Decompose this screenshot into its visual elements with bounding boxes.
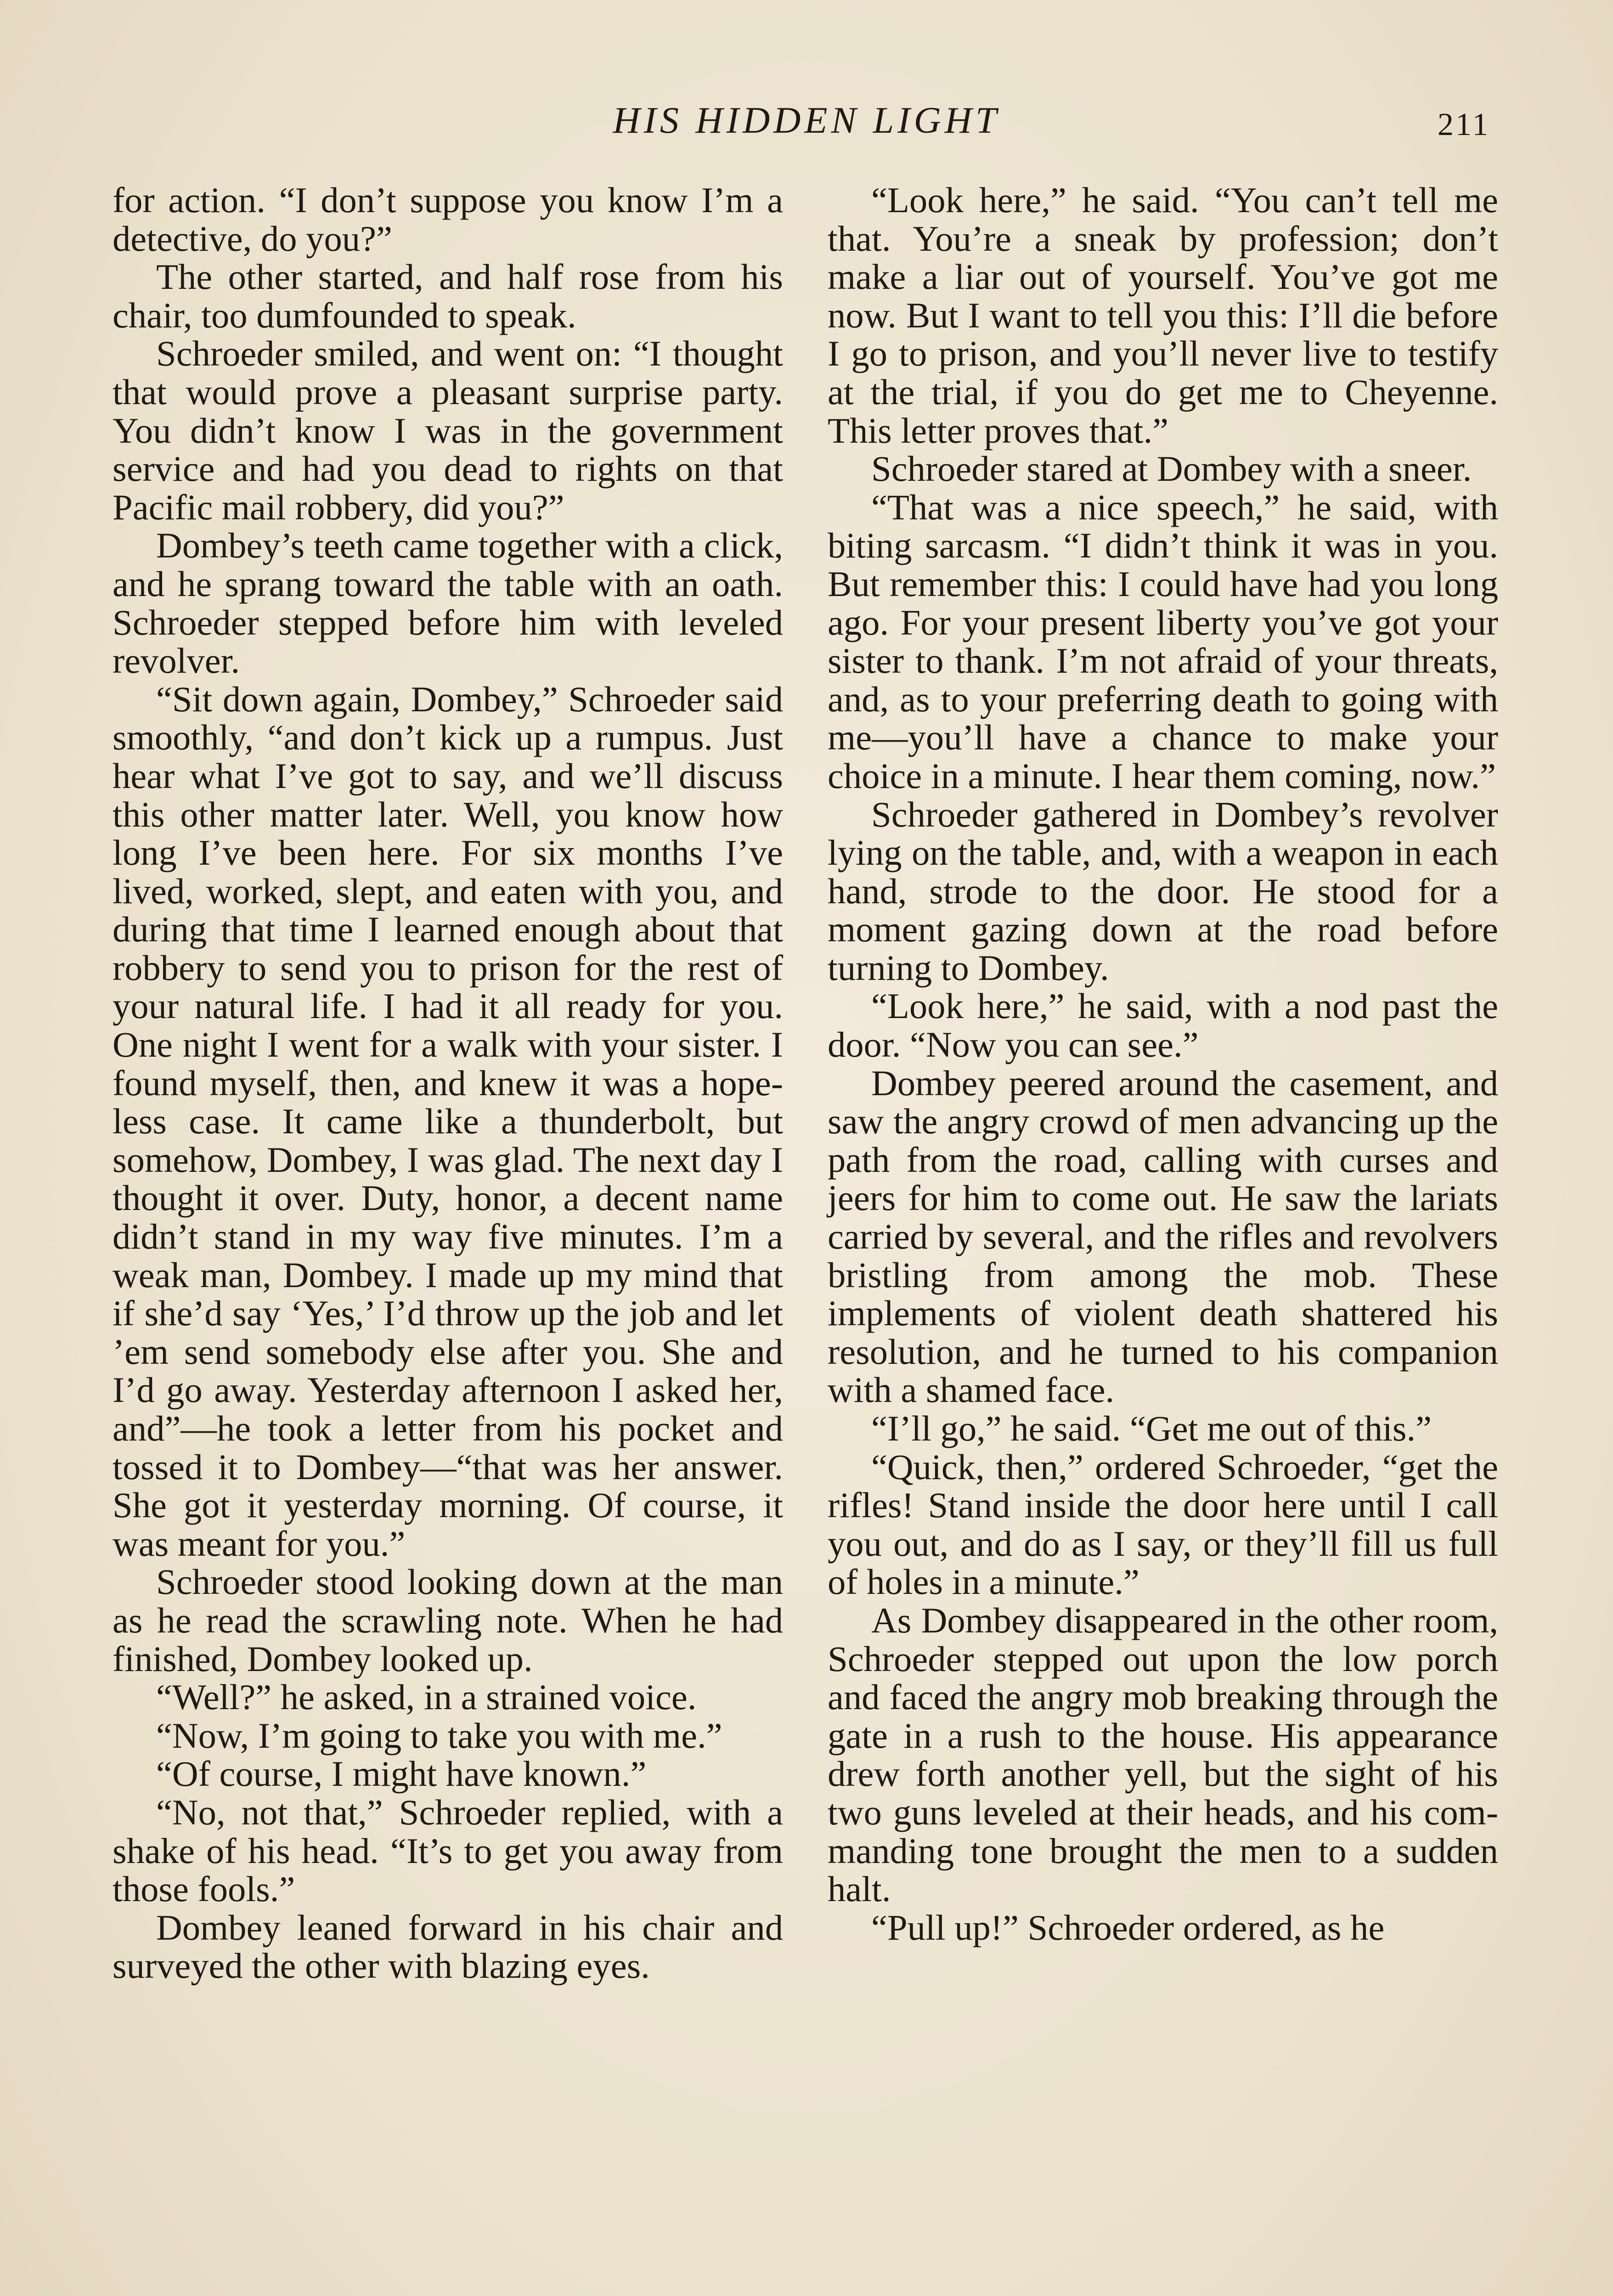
text-column-left	[113, 181, 783, 1986]
running-head-title: HIS HIDDEN LIGHT	[613, 99, 1000, 141]
page-number: 211	[1438, 107, 1490, 142]
paragraph: “Pull up!” Schroeder ordered, as he	[871, 1908, 1385, 1948]
paragraph: Dombey leaned forward in his chair and surveyed the other with blazing eyes.	[113, 1908, 783, 1986]
paragraph: “That was a nice speech,” he said, with biting sarcasm. “I didn’t think it was in you. But remember this: I could have had you long ago. For your present liberty you’ve got your sister to thank. I’m not afraid of your threats, and, as to your preferring death to going with me—you’ll have a chance to make your choice in a minute. I hear them coming, now.”	[828, 487, 1498, 796]
paragraph: “Well?” he asked, in a strained voice.	[156, 1677, 697, 1718]
paragraph: “I’ll go,” he said. “Get me out of this.”	[871, 1409, 1432, 1449]
paragraph: Schroeder stared at Dombey with a sneer.	[871, 449, 1472, 490]
paragraph: Schroeder stood looking down at the man as he read the scrawling note. When he had finished, Dombey looked up.	[113, 1562, 783, 1679]
paragraph: As Dombey disappeared in the other room, Schroeder stepped out upon the low porch and faced the angry mob breaking through the gate in a rush to the house. His appearance drew forth another yell, but the sight of his two guns leveled at their heads, and his commanding tone brought the men to a sudden halt.	[828, 1600, 1498, 1910]
text-column-right	[828, 181, 1498, 1947]
paragraph: “Look here,” he said, with a nod past the door. “Now you can see.”	[828, 986, 1498, 1065]
paragraph: The other started, and half rose from his chair, too dumfounded to speak.	[113, 257, 783, 336]
paragraph: for action. “I don’t suppose you know I’m a detective, do you?”	[113, 180, 783, 259]
paragraph: Dombey’s teeth came together with a click, and he sprang toward the table with an oath. Schroeder stepped before him with leveled revolver.	[113, 526, 783, 681]
paragraph: Schroeder gathered in Dombey’s revolver lying on the table, and, with a weapon in each hand, strode to the door. He stood for a moment gazing down at the road before turning to Dombey.	[828, 794, 1498, 988]
paragraph: “Look here,” he said. “You can’t tell me that. You’re a sneak by profession; don’t make a liar out of yourself. You’ve got me now. But I want to tell you this: I’ll die before I go to prison, and you’ll never live to testify at the trial, if you do get me to Cheyenne. This letter proves that.”	[828, 180, 1498, 451]
paragraph: Schroeder smiled, and went on: “I thought that would prove a pleasant surprise party. You didn’t know I was in the government service and had you dead to rights on that Pacific mail robbery, did you?”	[113, 334, 783, 528]
paragraph: Dombey peered around the casement, and saw the angry crowd of men advancing up the path from the road, calling with curses and jeers for him to come out. He saw the lariats carried by several, and the rifles and revolvers bristling from among the mob. These implements of violent death shattered his resolution, and he turned to his companion with a shamed face.	[828, 1063, 1498, 1411]
paragraph: “Of course, I might have known.”	[156, 1754, 647, 1795]
paragraph: “Quick, then,” ordered Schroeder, “get the rifles! Stand inside the door here until I call you out, and do as I say, or they’ll fill us full of holes in a minute.”	[828, 1447, 1498, 1603]
paragraph: “Now, I’m going to take you with me.”	[156, 1716, 722, 1756]
paragraph: “Sit down again, Dombey,” Schroeder said smoothly, “and don’t kick up a rumpus. Just hear what I’ve got to say, and we’ll discuss this other matter later. Well, you know how long I’ve been here. For six months I’ve lived, worked, slept, and eaten with you, and during that time I learned enough about that robbery to send you to prison for the rest of your natural life. I had it all ready for you. One night I went for a walk with your sister. I found myself, then, and knew it was a hopeless case. It came like a thunderbolt, but somehow, Dombey, I was glad. The next day I thought it over. Duty, honor, a decent name didn’t stand in my way five minutes. I’m a weak man, Dombey. I made up my mind that if she’d say ‘Yes,’ I’d throw up the job and let ’em send somebody else after you. She and I’d go away. Yesterday afternoon I asked her, and”—he took a letter from his pocket and tossed it to Dombey—“that was her answer. She got it yesterday morning. Of course, it was meant for you.”	[113, 679, 783, 1564]
paragraph: “No, not that,” Schroeder replied, with a shake of his head. “It’s to get you away from those fools.”	[113, 1792, 783, 1910]
